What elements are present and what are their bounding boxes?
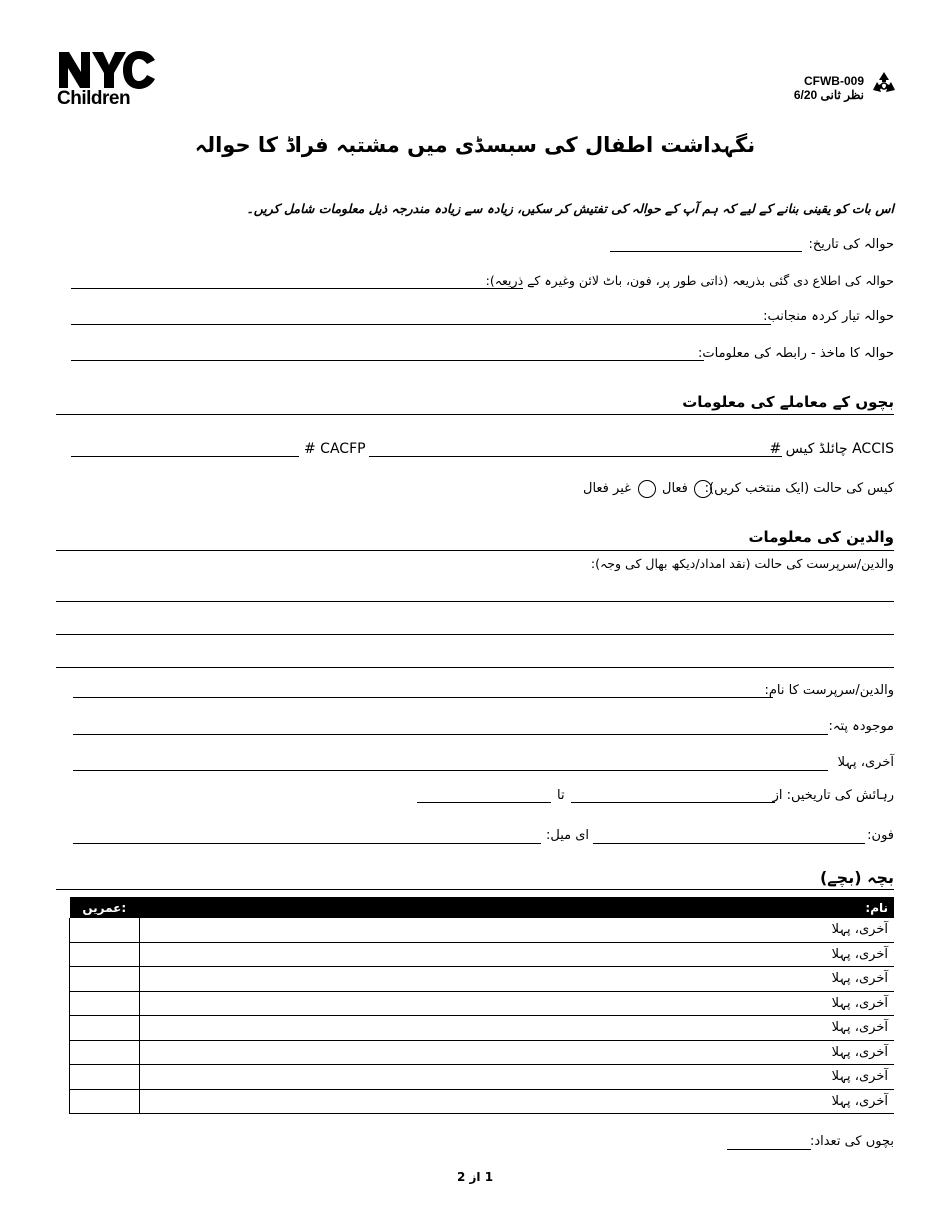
accis-field[interactable] (369, 456, 782, 457)
page-number: 1 از 2 (456, 1170, 494, 1184)
name-cell[interactable]: آخری، پہلا (140, 918, 895, 942)
parent-status-line-1[interactable] (56, 601, 894, 602)
col-name-header: نام: (140, 897, 895, 918)
referral-date-label: حوالہ کی تاریخ: (808, 237, 894, 252)
age-cell[interactable] (70, 1089, 140, 1114)
parent-status-label: والدین/سرپرست کی حالت (نقد امداد/دیکھ بھال کی وجہ): (590, 556, 894, 571)
name-cell[interactable]: آخری، پہلا (140, 1040, 895, 1065)
name-cell[interactable]: آخری، پہلا (140, 991, 895, 1016)
table-row (70, 1040, 895, 1065)
age-cell[interactable] (70, 1065, 140, 1090)
case-section-rule (56, 414, 894, 415)
parent-name-field[interactable] (73, 697, 773, 698)
form-code-block (794, 74, 864, 102)
table-row (70, 1016, 895, 1041)
parent-section-rule (56, 550, 894, 551)
table-row (70, 942, 895, 967)
name-cell[interactable]: آخری، پہلا (140, 1016, 895, 1041)
recycle-icon (870, 70, 898, 98)
email-label: ای میل: (546, 828, 590, 843)
residence-from-field[interactable] (571, 802, 775, 803)
form-code: CFWB-009 (803, 74, 864, 88)
children-section-rule (56, 889, 894, 890)
table-row (70, 967, 895, 992)
accis-label: ACCIS چائلڈ کیس # (769, 441, 894, 457)
referral-method-field[interactable] (71, 288, 523, 289)
last-first-field[interactable] (73, 770, 828, 771)
table-row (70, 1089, 895, 1114)
page-title: نگہداشت اطفال کی سبسڈی میں مشتبہ فراڈ کا حوالہ (194, 133, 756, 157)
age-cell[interactable] (70, 967, 140, 992)
children-table (69, 897, 894, 1114)
age-cell[interactable] (70, 918, 140, 942)
referral-source-label: حوالہ کا ماخذ - رابطہ کی معلومات: (698, 346, 894, 361)
table-row (70, 991, 895, 1016)
referral-source-field[interactable] (71, 360, 704, 361)
children-count-label: بچوں کی تعداد: (809, 1134, 894, 1149)
children-table-header (70, 897, 895, 918)
prepared-by-label: حوالہ تیار کردہ منجانب: (763, 309, 894, 324)
address-field[interactable] (73, 734, 828, 735)
age-cell[interactable] (70, 942, 140, 967)
email-field[interactable] (73, 843, 541, 844)
age-cell[interactable] (70, 1016, 140, 1041)
children-count-field[interactable] (727, 1149, 811, 1150)
parent-status-line-2[interactable] (56, 634, 894, 635)
residence-to-field[interactable] (417, 802, 551, 803)
cacfp-field[interactable] (71, 456, 299, 457)
residence-dates-label: رہائش کی تاریخیں: از (772, 788, 894, 803)
phone-label: فون: (867, 828, 894, 843)
table-row (70, 918, 895, 942)
status-inactive-label: غیر فعال (583, 481, 631, 496)
intro-text: اس بات کو یقینی بنانے کے لیے کہ ہم آپ کے حوالہ کی تفتیش کر سکیں، زیادہ سے زیادہ مندرجہ ذیل معلومات شامل کریں۔ (246, 201, 894, 216)
name-cell[interactable]: آخری، پہلا (140, 1065, 895, 1090)
cacfp-label: # CACFP (304, 441, 366, 457)
name-cell[interactable]: آخری، پہلا (140, 942, 895, 967)
age-cell[interactable] (70, 991, 140, 1016)
age-cell[interactable] (70, 1040, 140, 1065)
referral-date-field[interactable] (610, 251, 802, 252)
last-first-label: آخری، پہلا (837, 755, 894, 770)
nyc-logo-icon (57, 48, 157, 90)
logo-children-text: Children (57, 88, 131, 109)
status-inactive-radio[interactable] (638, 480, 656, 498)
case-status-label: کیس کی حالت (ایک منتخب کریں): (704, 481, 894, 496)
table-row (70, 1065, 895, 1090)
col-age-header: عمریں: (70, 897, 140, 918)
case-section-title: بچوں کے معاملے کی معلومات (682, 393, 894, 411)
name-cell[interactable]: آخری، پہلا (140, 967, 895, 992)
address-label: موجودہ پتہ: (828, 719, 894, 734)
residence-to-label: تا (557, 788, 565, 803)
parent-section-title: والدین کی معلومات (748, 528, 894, 546)
status-active-radio[interactable] (694, 480, 712, 498)
phone-field[interactable] (593, 843, 865, 844)
status-active-label: فعال (662, 481, 688, 496)
prepared-by-field[interactable] (71, 324, 771, 325)
name-cell[interactable]: آخری، پہلا (140, 1089, 895, 1114)
parent-name-label: والدین/سرپرست کا نام: (764, 683, 894, 698)
form-revision: نظر ثانی 6/20 (793, 88, 864, 102)
children-section-title: بچہ (بچے) (819, 868, 894, 887)
parent-status-line-3[interactable] (56, 667, 894, 668)
referral-method-label: حوالہ کی اطلاع دی گئی بذریعہ (ذاتی طور پر، فون، باٹ لائن وغیرہ کے ذریعہ): (485, 273, 894, 288)
